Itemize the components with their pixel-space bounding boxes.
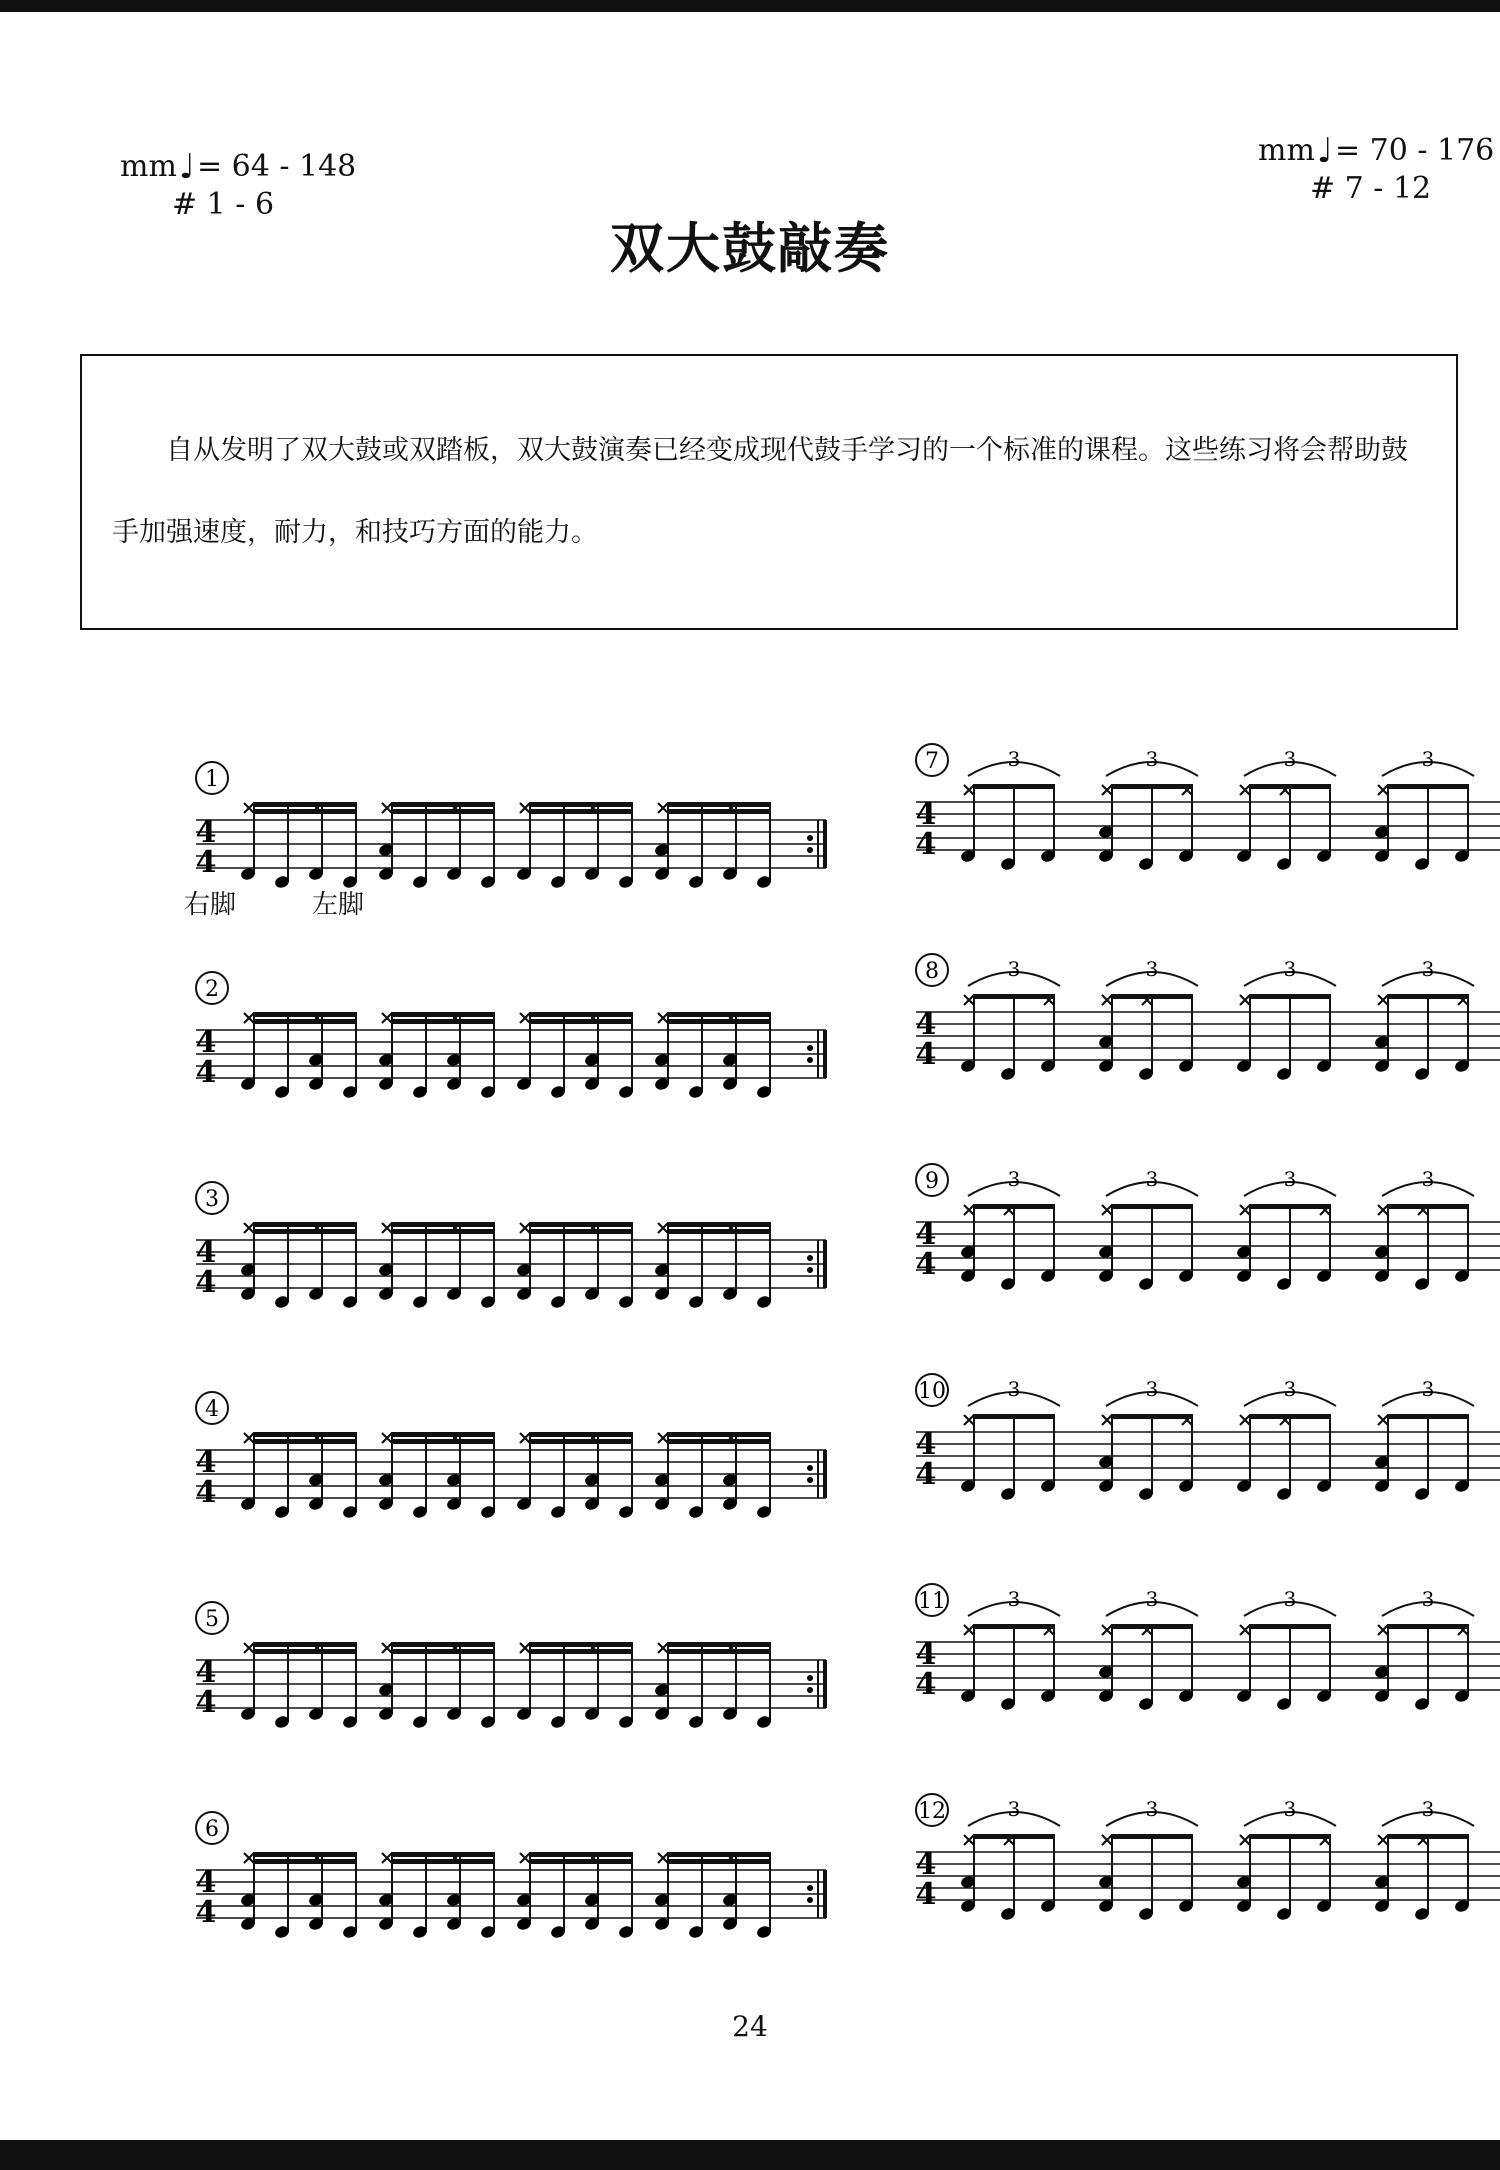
intro-box [80,354,1458,630]
exercise-7 [906,742,1500,892]
hi-hat-note [1378,785,1388,795]
tuplet-number: 3 [1283,747,1297,771]
note-beam [530,1229,632,1234]
tempo-range: = 64 - 148 [196,149,357,184]
repeat-dot [807,1477,813,1483]
tempo-exercise-range: # 7 - 12 [1310,171,1432,206]
time-signature-top: 4 [915,1427,937,1462]
tuplet-number: 3 [1007,1377,1021,1401]
exercise-number: 2 [205,977,219,1002]
time-signature-top: 4 [915,1007,937,1042]
time-signature-bottom: 4 [915,1037,937,1072]
repeat-dot [807,1267,813,1273]
note-beam [392,809,494,814]
note-beam [668,1642,770,1647]
hi-hat-note [1378,1625,1388,1635]
hi-hat-note [964,1415,974,1425]
repeat-dot [807,1675,813,1681]
scan-bottom-edge [0,2140,1500,2170]
time-signature-top: 4 [915,1847,937,1882]
note-beam [254,1012,356,1017]
hi-hat-note [658,1223,668,1233]
hi-hat-note [382,1223,392,1233]
note-beam [668,1229,770,1234]
hi-hat-note [658,803,668,813]
note-beam [254,809,356,814]
hi-hat-note [658,1433,668,1443]
hi-hat-note [964,1835,974,1845]
tuplet-number: 3 [1421,747,1435,771]
right-foot-label: 右脚 [184,890,237,920]
note-beam [392,1222,494,1227]
tuplet-number: 3 [1145,957,1159,981]
repeat-dot [807,1255,813,1261]
note-beam [392,1852,494,1857]
exercise-number: 10 [918,1379,946,1404]
note-beam [254,802,356,807]
note-beam [392,1229,494,1234]
time-signature-bottom: 4 [195,1685,217,1720]
note-beam [530,1222,632,1227]
hi-hat-note [520,1643,530,1653]
note-beam [254,1439,356,1444]
hi-hat-note [244,1013,254,1023]
exercise-number: 3 [205,1187,219,1212]
exercise-11 [906,1582,1500,1732]
note-beam [392,1432,494,1437]
hi-hat-note [382,1643,392,1653]
note-beam [392,1859,494,1864]
note-beam [530,1012,632,1017]
hi-hat-note [1378,995,1388,1005]
tuplet-number: 3 [1007,747,1021,771]
hi-hat-note [1240,1625,1250,1635]
time-signature-top: 4 [195,1655,217,1690]
exercise-staff-svg [186,760,846,910]
exercise-12 [906,1792,1500,1942]
hi-hat-note [520,1853,530,1863]
note-beam [254,1019,356,1024]
hi-hat-note [1240,1835,1250,1845]
exercise-number: 9 [925,1169,939,1194]
time-signature-top: 4 [915,797,937,832]
tuplet-number: 3 [1283,1797,1297,1821]
time-signature-bottom: 4 [915,1877,937,1912]
repeat-dot [807,1045,813,1051]
exercise-number: 12 [918,1799,946,1824]
hi-hat-note [244,1643,254,1653]
note-beam [668,1852,770,1857]
note-beam [530,1649,632,1654]
note-beam [668,1649,770,1654]
tempo-prefix: mm [120,149,177,184]
hi-hat-note [964,1625,974,1635]
hi-hat-note [520,1013,530,1023]
note-beam [254,1642,356,1647]
time-signature-top: 4 [195,815,217,850]
exercise-5 [186,1600,846,1750]
exercise-staff-svg [906,1792,1500,1942]
exercise-staff-svg [186,970,846,1120]
hi-hat-note [382,803,392,813]
note-beam [392,1439,494,1444]
page-title: 双大鼓敲奏 [610,217,890,280]
quarter-note-icon: ♩ [1316,131,1333,171]
exercise-number: 8 [925,959,939,984]
exercise-1 [186,760,846,910]
repeat-dot [807,1465,813,1471]
exercise-6 [186,1810,846,1960]
note-beam [254,1222,356,1227]
hi-hat-note [382,1853,392,1863]
exercise-number: 4 [205,1397,219,1422]
hi-hat-note [1102,785,1112,795]
repeat-dot [807,1687,813,1693]
hi-hat-note [658,1013,668,1023]
note-beam [668,1432,770,1437]
time-signature-bottom: 4 [195,845,217,880]
exercise-9 [906,1162,1500,1312]
exercise-staff-svg [186,1180,846,1330]
time-signature-bottom: 4 [915,1667,937,1702]
tempo-range: = 70 - 176 [1334,133,1495,168]
repeat-dot [807,835,813,841]
tempo-marking-right [1258,132,1494,208]
tuplet-number: 3 [1007,1587,1021,1611]
exercise-8 [906,952,1500,1102]
note-beam [392,1019,494,1024]
tuplet-number: 3 [1421,1377,1435,1401]
tuplet-number: 3 [1145,1797,1159,1821]
exercise-3 [186,1180,846,1330]
exercise-number: 5 [205,1607,219,1632]
time-signature-top: 4 [195,1235,217,1270]
note-beam [254,1649,356,1654]
note-beam [668,802,770,807]
hi-hat-note [1240,995,1250,1005]
tuplet-number: 3 [1283,1167,1297,1191]
hi-hat-note [658,1853,668,1863]
hi-hat-note [382,1013,392,1023]
note-beam [392,802,494,807]
hi-hat-note [1102,1415,1112,1425]
tuplet-number: 3 [1145,1167,1159,1191]
note-beam [530,1432,632,1437]
repeat-dot [807,1057,813,1063]
exercise-staff-svg [906,742,1500,892]
note-beam [392,1649,494,1654]
hi-hat-note [244,803,254,813]
tuplet-number: 3 [1283,1377,1297,1401]
hi-hat-note [1378,1835,1388,1845]
hi-hat-note [964,1205,974,1215]
time-signature-top: 4 [195,1025,217,1060]
note-beam [254,1229,356,1234]
note-beam [254,1432,356,1437]
exercise-staff-svg [906,1162,1500,1312]
hi-hat-note [1102,995,1112,1005]
repeat-dot [807,1897,813,1903]
page-number: 24 [732,2010,768,2043]
repeat-dot [807,847,813,853]
exercise-number: 11 [918,1589,946,1614]
note-beam [530,802,632,807]
time-signature-bottom: 4 [195,1475,217,1510]
hi-hat-note [658,1643,668,1653]
tuplet-number: 3 [1145,1587,1159,1611]
note-beam [530,1852,632,1857]
note-beam [530,1439,632,1444]
hi-hat-note [244,1433,254,1443]
scan-top-edge [0,0,1500,12]
note-beam [530,1859,632,1864]
hi-hat-note [1378,1205,1388,1215]
time-signature-bottom: 4 [915,1457,937,1492]
hi-hat-note [244,1853,254,1863]
tuplet-number: 3 [1007,1797,1021,1821]
time-signature-bottom: 4 [195,1055,217,1090]
exercise-staff-svg [906,1582,1500,1732]
exercise-10 [906,1372,1500,1522]
time-signature-top: 4 [915,1217,937,1252]
note-beam [668,1859,770,1864]
note-beam [254,1859,356,1864]
quarter-note-icon: ♩ [178,147,195,187]
hi-hat-note [382,1433,392,1443]
hi-hat-note [520,1223,530,1233]
note-beam [668,809,770,814]
hi-hat-note [964,785,974,795]
hi-hat-note [244,1223,254,1233]
exercise-staff-svg [186,1390,846,1540]
tuplet-number: 3 [1421,957,1435,981]
tempo-prefix: mm [1258,133,1315,168]
tuplet-number: 3 [1145,747,1159,771]
hi-hat-note [1102,1835,1112,1845]
exercise-staff-svg [906,952,1500,1102]
tuplet-number: 3 [1421,1167,1435,1191]
tuplet-number: 3 [1007,957,1021,981]
note-beam [668,1222,770,1227]
note-beam [392,1642,494,1647]
note-beam [392,1012,494,1017]
tuplet-number: 3 [1421,1587,1435,1611]
note-beam [668,1019,770,1024]
hi-hat-note [1240,785,1250,795]
tuplet-number: 3 [1283,1587,1297,1611]
time-signature-top: 4 [195,1445,217,1480]
tuplet-number: 3 [1283,957,1297,981]
note-beam [530,1642,632,1647]
time-signature-bottom: 4 [195,1265,217,1300]
intro-text: 自从发明了双大鼓或双踏板，双大鼓演奏已经变成现代鼓手学习的一个标准的课程。这些练习将会帮助鼓手加强速度，耐力，和技巧方面的能力。 [112,435,1408,548]
exercise-staff-svg [186,1600,846,1750]
hi-hat-note [520,803,530,813]
tempo-exercise-range: # 1 - 6 [172,187,275,222]
note-beam [530,1019,632,1024]
tuplet-number: 3 [1145,1377,1159,1401]
exercise-2 [186,970,846,1120]
hi-hat-note [964,995,974,1005]
exercise-staff-svg [906,1372,1500,1522]
time-signature-bottom: 4 [195,1895,217,1930]
time-signature-top: 4 [915,1637,937,1672]
hi-hat-note [520,1433,530,1443]
note-beam [668,1012,770,1017]
exercise-staff-svg [186,1810,846,1960]
exercise-number: 7 [925,749,939,774]
hi-hat-note [1240,1415,1250,1425]
time-signature-top: 4 [195,1865,217,1900]
exercise-number: 6 [205,1817,219,1842]
hi-hat-note [1102,1205,1112,1215]
left-foot-label: 左脚 [312,890,365,920]
time-signature-bottom: 4 [915,827,937,862]
note-beam [254,1852,356,1857]
hi-hat-note [1240,1205,1250,1215]
tuplet-number: 3 [1007,1167,1021,1191]
hi-hat-note [1378,1415,1388,1425]
time-signature-bottom: 4 [915,1247,937,1282]
repeat-dot [807,1885,813,1891]
exercise-number: 1 [205,767,219,792]
note-beam [668,1439,770,1444]
hi-hat-note [1102,1625,1112,1635]
tuplet-number: 3 [1421,1797,1435,1821]
exercise-4 [186,1390,846,1540]
note-beam [530,809,632,814]
